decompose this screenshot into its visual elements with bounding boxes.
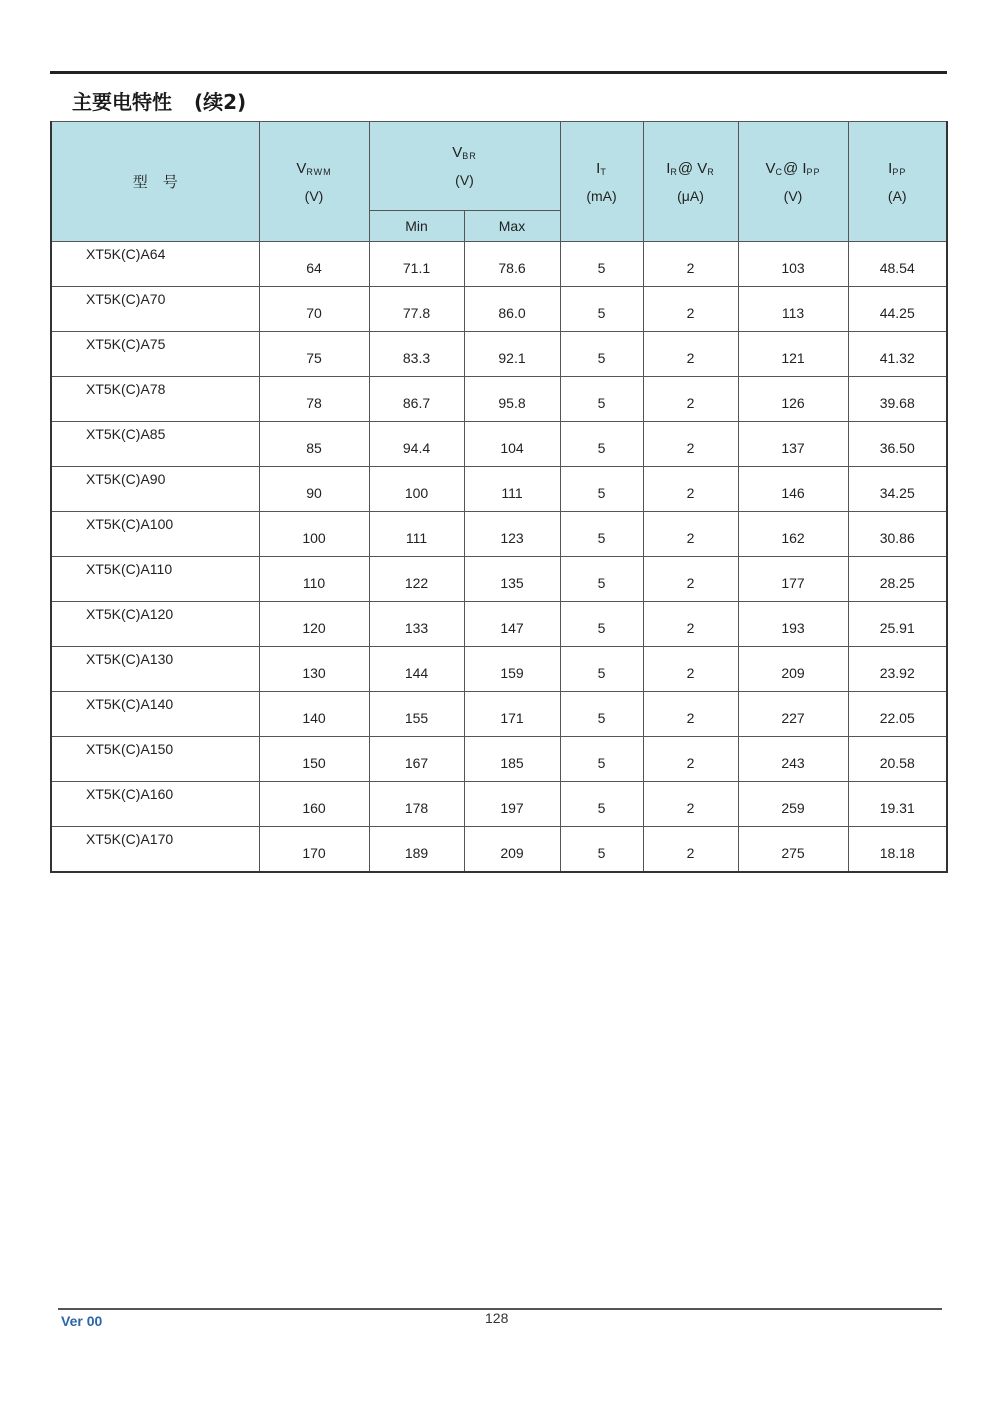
cell-vc: 177: [738, 557, 848, 602]
cell-model: XT5K(C)A160: [51, 782, 259, 827]
cell-vrwm: 64: [259, 242, 369, 287]
cell-ir: 2: [643, 647, 738, 692]
cell-ipp: 28.25: [848, 557, 947, 602]
cell-vc: 126: [738, 377, 848, 422]
cell-ipp: 25.91: [848, 602, 947, 647]
cell-model: XT5K(C)A120: [51, 602, 259, 647]
cell-model: XT5K(C)A85: [51, 422, 259, 467]
cell-vc: 209: [738, 647, 848, 692]
cell-vrwm: 170: [259, 827, 369, 873]
cell-vc: 162: [738, 512, 848, 557]
cell-vrwm: 130: [259, 647, 369, 692]
cell-ir: 2: [643, 422, 738, 467]
cell-vc: 121: [738, 332, 848, 377]
cell-vbr-max: 111: [464, 467, 560, 512]
table-row: [51, 557, 947, 602]
header-model-label: 型 号: [132, 172, 178, 191]
electrical-characteristics-table: [50, 121, 948, 873]
header-vbr-symbol: V: [452, 144, 463, 161]
header-vbr-sub: BR: [462, 151, 477, 161]
cell-ir: 2: [643, 242, 738, 287]
cell-ipp: 22.05: [848, 692, 947, 737]
header-ipp-sub: PP: [892, 166, 907, 177]
cell-ir: 2: [643, 692, 738, 737]
cell-it: 5: [560, 512, 643, 557]
header-ipp-unit: (A): [887, 187, 907, 204]
cell-model: XT5K(C)A100: [51, 512, 259, 557]
cell-ipp: 36.50: [848, 422, 947, 467]
header-vrwm-sub: RWM: [306, 166, 332, 177]
cell-vbr-min: 100: [369, 467, 464, 512]
header-vrwm-symbol: V: [296, 159, 307, 177]
cell-vc: 113: [738, 287, 848, 332]
cell-it: 5: [560, 782, 643, 827]
cell-vrwm: 90: [259, 467, 369, 512]
cell-ipp: 23.92: [848, 647, 947, 692]
cell-it: 5: [560, 692, 643, 737]
header-it-sub: T: [600, 166, 607, 177]
section-title-continued: (续2): [194, 90, 247, 114]
header-ir-symbol: I: [666, 159, 671, 177]
cell-ir: 2: [643, 332, 738, 377]
cell-vc: 243: [738, 737, 848, 782]
cell-vbr-max: 95.8: [464, 377, 560, 422]
cell-vbr-max: 209: [464, 827, 560, 873]
cell-vbr-min: 77.8: [369, 287, 464, 332]
header-ir-unit: (μA): [677, 187, 704, 204]
table-row: [51, 467, 947, 512]
header-model: [51, 122, 259, 242]
cell-vrwm: 150: [259, 737, 369, 782]
cell-vc: 275: [738, 827, 848, 873]
cell-ipp: 39.68: [848, 377, 947, 422]
cell-vbr-max: 78.6: [464, 242, 560, 287]
cell-model: XT5K(C)A140: [51, 692, 259, 737]
cell-vrwm: 75: [259, 332, 369, 377]
cell-model: XT5K(C)A70: [51, 287, 259, 332]
cell-model: XT5K(C)A130: [51, 647, 259, 692]
cell-vbr-min: 94.4: [369, 422, 464, 467]
cell-vbr-max: 171: [464, 692, 560, 737]
cell-vbr-min: 86.7: [369, 377, 464, 422]
cell-vrwm: 140: [259, 692, 369, 737]
cell-vc: 227: [738, 692, 848, 737]
cell-vbr-max: 123: [464, 512, 560, 557]
header-vbr: [369, 122, 560, 211]
cell-ir: 2: [643, 782, 738, 827]
cell-vbr-max: 185: [464, 737, 560, 782]
cell-it: 5: [560, 467, 643, 512]
top-rule: [50, 71, 947, 74]
cell-vbr-max: 104: [464, 422, 560, 467]
cell-it: 5: [560, 737, 643, 782]
header-vc-sub: C: [775, 166, 783, 177]
cell-it: 5: [560, 422, 643, 467]
cell-ipp: 48.54: [848, 242, 947, 287]
table-row: [51, 422, 947, 467]
cell-vbr-min: 83.3: [369, 332, 464, 377]
cell-it: 5: [560, 557, 643, 602]
header-vbr-unit: (V): [455, 172, 474, 188]
cell-vbr-max: 159: [464, 647, 560, 692]
footer-page-number: 128: [485, 1310, 509, 1326]
cell-vbr-min: 133: [369, 602, 464, 647]
cell-vbr-max: 147: [464, 602, 560, 647]
cell-model: XT5K(C)A64: [51, 242, 259, 287]
cell-vrwm: 70: [259, 287, 369, 332]
cell-it: 5: [560, 242, 643, 287]
cell-it: 5: [560, 377, 643, 422]
cell-model: XT5K(C)A75: [51, 332, 259, 377]
header-vc-ipp-sub: PP: [806, 166, 821, 177]
cell-ir: 2: [643, 512, 738, 557]
cell-vbr-max: 92.1: [464, 332, 560, 377]
header-vrwm: [259, 122, 369, 242]
cell-ipp: 20.58: [848, 737, 947, 782]
table-row: [51, 647, 947, 692]
cell-ir: 2: [643, 602, 738, 647]
cell-ir: 2: [643, 467, 738, 512]
cell-vbr-max: 86.0: [464, 287, 560, 332]
header-ipp-symbol: I: [888, 159, 893, 177]
cell-vbr-min: 189: [369, 827, 464, 873]
header-vc-at: @ I: [782, 159, 807, 177]
table-body: [51, 242, 947, 873]
cell-vbr-min: 167: [369, 737, 464, 782]
header-it-symbol: I: [596, 159, 601, 177]
table-row: [51, 332, 947, 377]
header-vc-symbol: V: [765, 159, 776, 177]
header-it-unit: (mA): [586, 187, 617, 204]
cell-ipp: 41.32: [848, 332, 947, 377]
header-ir-sub: R: [670, 166, 678, 177]
cell-vrwm: 85: [259, 422, 369, 467]
cell-vrwm: 160: [259, 782, 369, 827]
table-row: [51, 602, 947, 647]
cell-vc: 259: [738, 782, 848, 827]
cell-model: XT5K(C)A150: [51, 737, 259, 782]
header-ir-at-vr: [643, 122, 738, 242]
cell-vbr-min: 144: [369, 647, 464, 692]
cell-ir: 2: [643, 377, 738, 422]
cell-vbr-max: 135: [464, 557, 560, 602]
table-row: [51, 287, 947, 332]
header-vbr-max: Max: [464, 211, 560, 242]
table-row: [51, 782, 947, 827]
footer-version: Ver 00: [61, 1313, 103, 1329]
cell-vbr-min: 122: [369, 557, 464, 602]
header-ir-vr-sub: R: [707, 166, 715, 177]
cell-model: XT5K(C)A78: [51, 377, 259, 422]
cell-ir: 2: [643, 737, 738, 782]
cell-it: 5: [560, 647, 643, 692]
header-it: [560, 122, 643, 242]
header-ir-at: @ V: [677, 159, 708, 177]
header-ipp: [848, 122, 947, 242]
cell-vc: 103: [738, 242, 848, 287]
cell-ipp: 18.18: [848, 827, 947, 873]
cell-ir: 2: [643, 827, 738, 873]
cell-it: 5: [560, 602, 643, 647]
cell-ipp: 19.31: [848, 782, 947, 827]
cell-vbr-min: 178: [369, 782, 464, 827]
header-vrwm-unit: (V): [304, 187, 324, 204]
cell-vrwm: 120: [259, 602, 369, 647]
cell-vbr-min: 155: [369, 692, 464, 737]
cell-vbr-max: 197: [464, 782, 560, 827]
cell-vrwm: 110: [259, 557, 369, 602]
section-title: [72, 86, 246, 115]
cell-model: XT5K(C)A110: [51, 557, 259, 602]
cell-it: 5: [560, 287, 643, 332]
cell-vc: 137: [738, 422, 848, 467]
table-row: [51, 512, 947, 557]
header-vc-unit: (V): [783, 187, 803, 204]
cell-ipp: 30.86: [848, 512, 947, 557]
cell-vrwm: 100: [259, 512, 369, 557]
cell-vc: 146: [738, 467, 848, 512]
table-row: [51, 377, 947, 422]
header-vbr-min: Min: [369, 211, 464, 242]
cell-vrwm: 78: [259, 377, 369, 422]
cell-vc: 193: [738, 602, 848, 647]
header-vc-at-ipp: [738, 122, 848, 242]
cell-model: XT5K(C)A90: [51, 467, 259, 512]
table-row: [51, 737, 947, 782]
cell-ir: 2: [643, 287, 738, 332]
cell-ipp: 34.25: [848, 467, 947, 512]
cell-it: 5: [560, 827, 643, 873]
cell-model: XT5K(C)A170: [51, 827, 259, 873]
cell-it: 5: [560, 332, 643, 377]
cell-ir: 2: [643, 557, 738, 602]
cell-ipp: 44.25: [848, 287, 947, 332]
cell-vbr-min: 111: [369, 512, 464, 557]
table-row: [51, 242, 947, 287]
table-row: [51, 827, 947, 873]
cell-vbr-min: 71.1: [369, 242, 464, 287]
table-row: [51, 692, 947, 737]
section-title-text: 主要电特性: [72, 90, 172, 114]
